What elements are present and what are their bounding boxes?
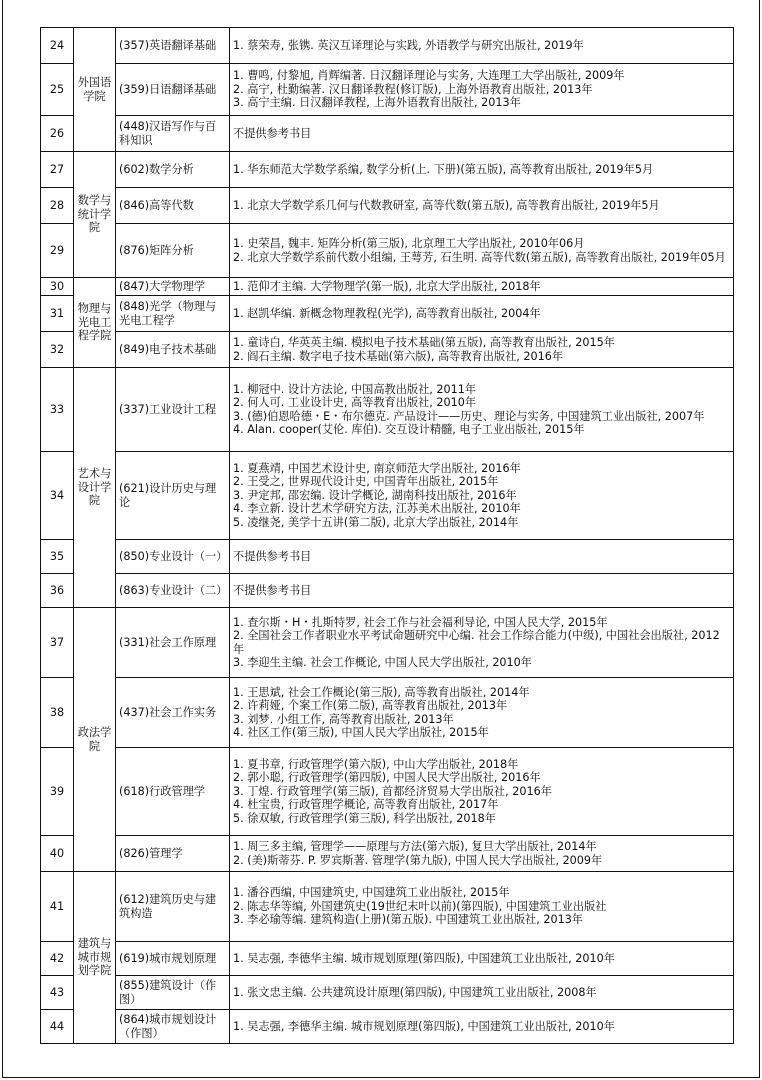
course-cell: (437)社会工作实务 — [116, 678, 230, 748]
course-cell: (359)日语翻译基础 — [116, 64, 230, 116]
reference-books-cell — [230, 452, 734, 540]
table-row — [41, 942, 734, 976]
book-entry: 不提供参考书目 — [233, 549, 312, 563]
row-number: 25 — [41, 64, 74, 116]
book-entry: 3. (德)伯恩哈德・E・布尔德克. 产品设计——历史、理论与实务, 中国建筑工业出版社, 2007年 — [233, 409, 705, 423]
book-entry: 1. 曹鸣, 付黎旭, 肖辉编著. 日汉翻译理论与实务, 大连理工大学出版社, 2009年 — [233, 69, 625, 83]
course-cell: (337)工业设计工程 — [116, 368, 230, 452]
book-entry: 1. 史荣昌, 魏丰. 矩阵分析(第三版), 北京理工大学出版社, 2010年06月 — [233, 237, 585, 251]
table-row — [41, 574, 734, 608]
book-entry: 2. 阎石主编. 数字电子技术基础(第六版), 高等教育出版社, 2016年 — [233, 349, 564, 363]
course-cell: (847)大学物理学 — [116, 278, 230, 296]
reference-books-cell — [230, 942, 734, 976]
book-entry: 5. 徐双敏, 行政管理学(第三版), 科学出版社, 2018年 — [233, 811, 496, 825]
table-row — [41, 608, 734, 678]
book-entry: 1. 北京大学数学系几何与代数教研室, 高等代数(第五版), 高等教育出版社, 2019年5月 — [233, 198, 660, 212]
reference-books-cell — [230, 836, 734, 872]
reference-books-cell — [230, 1010, 734, 1044]
book-entry: 1. 赵凯华编. 新概念物理教程(光学), 高等教育出版社, 2004年 — [233, 306, 541, 320]
table-row — [41, 116, 734, 152]
book-entry: 1. 夏书章, 行政管理学(第六版), 中山大学出版社, 2018年 — [233, 757, 519, 771]
course-cell: (863)专业设计（二） — [116, 574, 230, 608]
course-cell: (619)城市规划原理 — [116, 942, 230, 976]
book-entry: 2. 陈志华等编, 外国建筑史(19世纪末叶以前)(第四版), 中国建筑工业出版社 — [233, 899, 607, 913]
table-row — [41, 748, 734, 836]
reference-books-cell — [230, 296, 734, 332]
row-number: 42 — [41, 942, 74, 976]
reference-books-cell — [230, 368, 734, 452]
reference-books-cell — [230, 574, 734, 608]
department-cell: 艺术与设计学院 — [74, 368, 116, 608]
row-number: 28 — [41, 188, 74, 224]
row-number: 29 — [41, 224, 74, 278]
row-number: 44 — [41, 1010, 74, 1044]
table-row — [41, 678, 734, 748]
book-entry: 2. 郭小聪, 行政管理学(第四版), 中国人民大学出版社, 2016年 — [233, 771, 541, 785]
row-number: 27 — [41, 152, 74, 188]
table-row — [41, 28, 734, 64]
course-cell: (846)高等代数 — [116, 188, 230, 224]
reference-books-cell — [230, 188, 734, 224]
book-entry: 4. Alan. cooper(艾伦. 库伯). 交互设计精髓, 电子工业出版社, 2015年 — [233, 422, 585, 436]
reference-books-cell — [230, 748, 734, 836]
reference-book-table — [40, 27, 734, 1044]
row-number: 31 — [41, 296, 74, 332]
reference-books-cell — [230, 224, 734, 278]
book-entry: 不提供参考书目 — [233, 583, 312, 597]
table-row — [41, 452, 734, 540]
book-entry: 3. 刘梦. 小组工作, 高等教育出版社, 2013年 — [233, 712, 454, 726]
book-entry: 2. 许莉娅, 个案工作(第二版), 高等教育出版社, 2013年 — [233, 699, 508, 713]
book-entry: 1. 吴志强, 李德华主编. 城市规划原理(第四版), 中国建筑工业出版社, 2010年 — [233, 951, 615, 965]
row-number: 35 — [41, 540, 74, 574]
table-row — [41, 332, 734, 368]
department-cell: 政法学院 — [74, 608, 116, 872]
row-number: 38 — [41, 678, 74, 748]
book-entry: 2. (美)斯蒂芬. P. 罗宾斯著. 管理学(第九版), 中国人民大学出版社, 2009年 — [233, 853, 603, 867]
department-cell: 物理与光电工程学院 — [74, 278, 116, 368]
book-entry: 1. 柳冠中. 设计方法论, 中国高教出版社, 2011年 — [233, 382, 477, 396]
row-number: 36 — [41, 574, 74, 608]
book-entry: 1. 查尔斯・H・扎斯特罗, 社会工作与社会福利导论, 中国人民大学, 2015年 — [233, 615, 608, 629]
book-entry: 3. 高宁主编. 日汉翻译教程, 上海外语教育出版社, 2013年 — [233, 96, 521, 110]
table-row — [41, 976, 734, 1010]
department-cell: 数学与统计学院 — [74, 152, 116, 278]
book-entry: 5. 凌继尧, 美学十五讲(第二版), 北京大学出版社, 2014年 — [233, 515, 519, 529]
table-row — [41, 64, 734, 116]
row-number: 32 — [41, 332, 74, 368]
table-row — [41, 368, 734, 452]
row-number: 34 — [41, 452, 74, 540]
book-entry: 1. 蔡荣寿, 张镌. 英汉互译理论与实践, 外语教学与研究出版社, 2019年 — [233, 38, 584, 52]
row-number: 26 — [41, 116, 74, 152]
book-entry: 1. 潘谷西编, 中国建筑史, 中国建筑工业出版社, 2015年 — [233, 886, 510, 900]
book-entry: 3. 丁煌. 行政管理学(第三版), 首都经济贸易大学出版社, 2016年 — [233, 784, 552, 798]
book-entry: 3. 尹定邦, 邵宏编. 设计学概论, 湖南科技出版社, 2016年 — [233, 488, 517, 502]
book-entry: 1. 华东师范大学数学系编, 数学分析(上. 下册)(第五版), 高等教育出版社, 2019年5月 — [233, 162, 654, 176]
table-row — [41, 540, 734, 574]
book-entry: 2. 王受之, 世界现代设计史, 中国青年出版社, 2015年 — [233, 475, 499, 489]
table-row — [41, 224, 734, 278]
course-cell: (621)设计历史与理论 — [116, 452, 230, 540]
book-entry: 2. 北京大学数学系前代数小组编, 王萼芳, 石生明. 高等代数(第五版), 高等教育出版社, 2019年05月 — [233, 250, 726, 264]
book-entry: 3. 李必瑜等编. 建筑构造(上册)(第五版). 中国建筑工业出版社, 2013年 — [233, 913, 583, 927]
table-row — [41, 836, 734, 872]
book-entry: 3. 李迎生主编. 社会工作概论, 中国人民大学出版社, 2010年 — [233, 655, 532, 669]
table-row — [41, 872, 734, 942]
book-entry: 4. 李立新. 设计艺术学研究方法, 江苏美术出版社, 2010年 — [233, 502, 521, 516]
course-cell: (331)社会工作原理 — [116, 608, 230, 678]
row-number: 24 — [41, 28, 74, 64]
table-row — [41, 278, 734, 296]
department-cell: 建筑与城市规划学院 — [74, 872, 116, 1044]
row-number: 43 — [41, 976, 74, 1010]
book-entry: 1. 吴志强, 李德华主编. 城市规划原理(第四版), 中国建筑工业出版社, 2010年 — [233, 1019, 615, 1033]
table-row — [41, 188, 734, 224]
reference-books-cell — [230, 278, 734, 296]
course-cell: (849)电子技术基础 — [116, 332, 230, 368]
reference-books-cell — [230, 608, 734, 678]
course-cell: (876)矩阵分析 — [116, 224, 230, 278]
table-row — [41, 296, 734, 332]
row-number: 39 — [41, 748, 74, 836]
course-cell: (848)光学（物理与光电工程学 — [116, 296, 230, 332]
book-entry: 4. 社区工作(第三版), 中国人民大学出版社, 2015年 — [233, 725, 489, 739]
row-number: 40 — [41, 836, 74, 872]
row-number: 33 — [41, 368, 74, 452]
reference-books-cell — [230, 64, 734, 116]
book-entry: 1. 夏燕靖, 中国艺术设计史, 南京师范大学出版社, 2016年 — [233, 461, 521, 475]
course-cell: (850)专业设计（一） — [116, 540, 230, 574]
reference-books-cell — [230, 678, 734, 748]
reference-books-cell — [230, 540, 734, 574]
reference-books-cell — [230, 332, 734, 368]
row-number: 37 — [41, 608, 74, 678]
table-row — [41, 1010, 734, 1044]
reference-books-cell — [230, 872, 734, 942]
reference-books-cell — [230, 152, 734, 188]
course-cell: (448)汉语写作与百科知识 — [116, 116, 230, 152]
department-cell: 外国语学院 — [74, 28, 116, 152]
book-entry: 1. 张文忠主编. 公共建筑设计原理(第四版), 中国建筑工业出版社, 2008年 — [233, 985, 597, 999]
course-cell: (357)英语翻译基础 — [116, 28, 230, 64]
row-number: 41 — [41, 872, 74, 942]
course-cell: (864)城市规划设计（作图） — [116, 1010, 230, 1044]
book-entry: 4. 杜宝贵, 行政管理学概论, 高等教育出版社, 2017年 — [233, 798, 499, 812]
row-number: 30 — [41, 278, 74, 296]
book-entry: 1. 王思斌, 社会工作概论(第三版), 高等教育出版社, 2014年 — [233, 685, 530, 699]
table-row — [41, 152, 734, 188]
book-entry: 1. 范仰才主编. 大学物理学(第一版), 北京大学出版社, 2018年 — [233, 279, 541, 293]
course-cell: (618)行政管理学 — [116, 748, 230, 836]
book-entry: 2. 全国社会工作者职业水平考试命题研究中心编. 社会工作综合能力(中级), 中国社会出版社, 2012年 — [233, 629, 720, 656]
course-cell: (602)数学分析 — [116, 152, 230, 188]
reference-books-cell — [230, 28, 734, 64]
book-entry: 2. 高宁, 杜勤编著. 汉日翻译教程(修订版), 上海外语教育出版社, 2013年 — [233, 82, 593, 96]
reference-books-cell — [230, 976, 734, 1010]
book-entry: 不提供参考书目 — [233, 126, 312, 140]
book-entry: 2. 何人可. 工业设计史, 高等教育出版社, 2010年 — [233, 396, 477, 410]
course-cell: (826)管理学 — [116, 836, 230, 872]
reference-books-cell — [230, 116, 734, 152]
book-entry: 1. 周三多主编, 管理学——原理与方法(第六版), 复旦大学出版社, 2014年 — [233, 840, 597, 854]
book-entry: 1. 童诗白, 华英英主编. 模拟电子技术基础(第五版), 高等教育出版社, 2015年 — [233, 336, 615, 350]
course-cell: (612)建筑历史与建筑构造 — [116, 872, 230, 942]
course-cell: (855)建筑设计（作图） — [116, 976, 230, 1010]
